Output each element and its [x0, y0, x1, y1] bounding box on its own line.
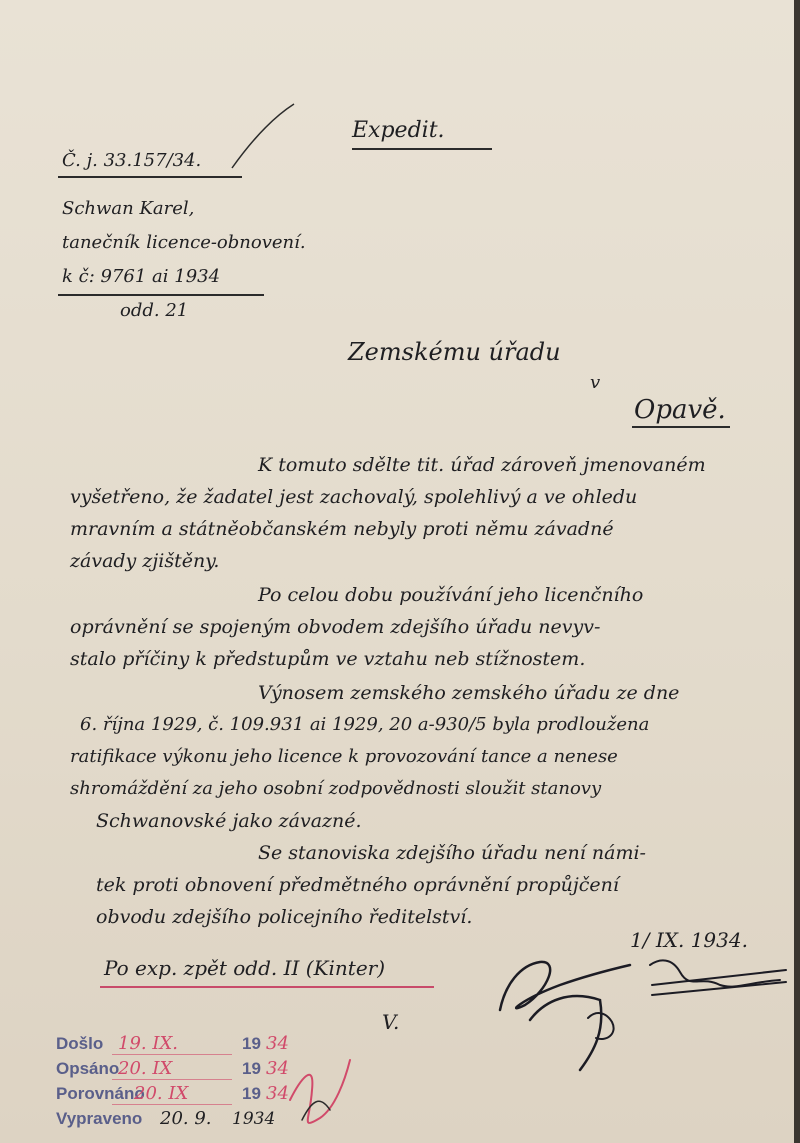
body-line: Po celou dobu používání jeho licenčního — [258, 584, 644, 606]
main-signature — [500, 962, 630, 1070]
stamp-label: Opsáno — [56, 1059, 120, 1078]
body-line: Se stanoviska zdejšího úřadu není námi- — [258, 842, 646, 864]
stamp-fill-line — [112, 1054, 232, 1055]
body-line: Schwanovské jako závazné. — [96, 810, 362, 832]
stamp-handwritten-date: 20. IX — [134, 1083, 189, 1104]
stamp-label: Porovnáno — [56, 1084, 145, 1103]
reference-number: Č. j. 33.157/34. — [62, 150, 202, 171]
addressee-preposition: v — [590, 372, 601, 393]
body-line: vyšetřeno, že žadatel jest zachovalý, spolehlivý a ve ohledu — [70, 486, 638, 508]
body-line: závady zjištěny. — [70, 550, 220, 572]
document-date: 1/ IX. 1934. — [630, 928, 748, 952]
body-line: K tomuto sdělte tit. úřad zároveň jmenovaném — [258, 454, 706, 476]
body-line: ratifikace výkonu jeho licence k provozování tance a nenese — [70, 746, 618, 767]
stamp-handwritten-year: 34 — [266, 1083, 289, 1104]
stamp-label: Vypraveno — [56, 1109, 143, 1128]
stamp-row-compared — [56, 1084, 356, 1109]
stamp-label: Došlo — [56, 1034, 104, 1053]
addressee-city: Opavě. — [634, 395, 726, 425]
body-line: Výnosem zemského zemského úřadu ze dne — [258, 682, 680, 704]
margin-mark: V. — [382, 1010, 400, 1034]
body-line: mravním a státněobčanském nebyly proti němu závadné — [70, 518, 614, 540]
body-line: stalo příčiny k předstupům ve vztahu neb stížnostem. — [70, 648, 586, 670]
registry-stamp — [56, 1034, 356, 1134]
stamp-row-dispatched — [56, 1109, 356, 1134]
diagonal-pen-stroke — [232, 104, 294, 168]
signoff-note: Po exp. zpět odd. II (Kinter) — [104, 956, 386, 980]
body-line: oprávnění se spojeným obvodem zdejšího úřadu nevyv- — [70, 616, 601, 638]
stamp-year: 19 — [242, 1034, 261, 1053]
document-heading: Expedit. — [352, 118, 445, 143]
reference-file-number: k č: 9761 ai 1934 — [62, 266, 221, 287]
addressee: Zemskému úřadu — [348, 338, 561, 366]
stamp-fill-line — [112, 1079, 232, 1080]
body-line: obvodu zdejšího policejního ředitelství. — [96, 906, 473, 928]
stamp-handwritten-year: 34 — [266, 1033, 289, 1054]
reference-subject-matter: tanečník licence-obnovení. — [62, 232, 306, 253]
reference-subject-name: Schwan Karel, — [62, 198, 195, 219]
scan-edge — [794, 0, 800, 1143]
stamp-handwritten-year: 1934 — [232, 1109, 276, 1129]
stamp-handwritten-date: 19. IX. — [118, 1033, 178, 1054]
body-line: tek proti obnovení předmětného oprávnění propůjčení — [96, 874, 619, 896]
stamp-handwritten-date: 20. IX — [118, 1058, 173, 1079]
stamp-fill-line — [112, 1104, 232, 1105]
stamp-handwritten-year: 34 — [266, 1058, 289, 1079]
stamp-row-received — [56, 1034, 356, 1059]
stamp-handwritten-date: 20. 9. — [160, 1108, 212, 1129]
strike-line — [652, 970, 786, 985]
stamp-year: 19 — [242, 1084, 261, 1103]
stamp-row-copied — [56, 1059, 356, 1084]
body-line: shromáždění za jeho osobní zodpovědnosti sloužit stanovy — [70, 778, 602, 799]
body-line: 6. října 1929, č. 109.931 ai 1929, 20 a-930/5 byla prodloužena — [80, 714, 650, 735]
reference-department: odd. 21 — [120, 300, 189, 321]
stamp-year: 19 — [242, 1059, 261, 1078]
